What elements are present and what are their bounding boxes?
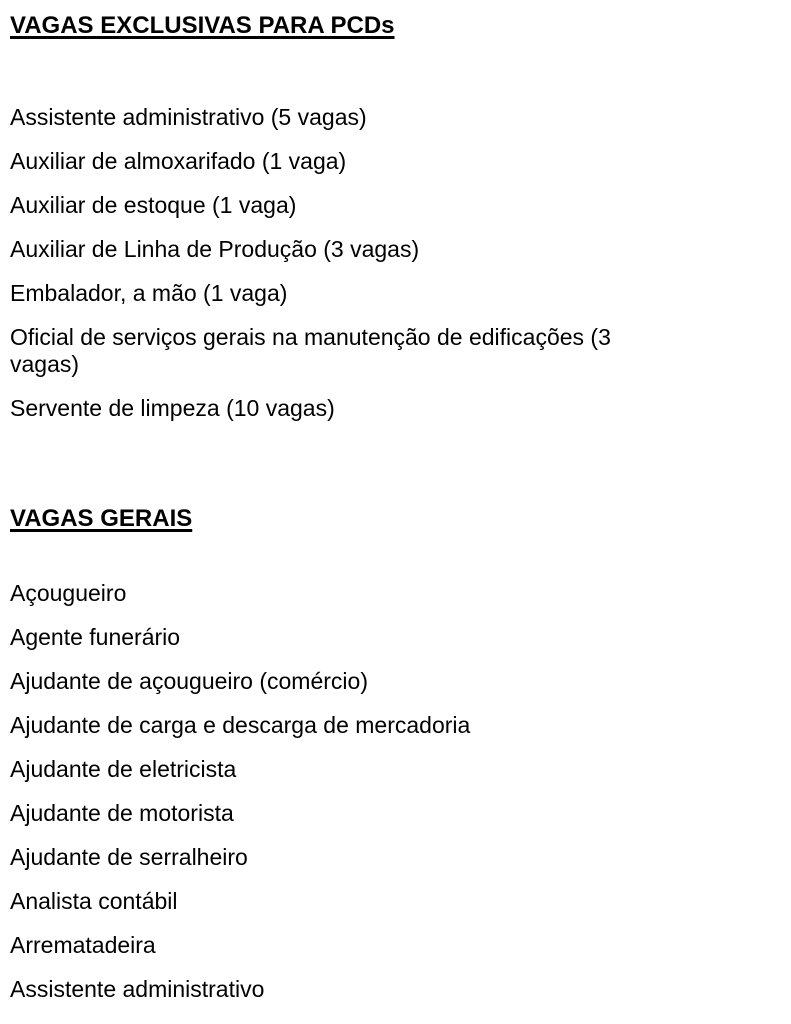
job-item: Ajudante de açougueiro (comércio) [10,668,368,694]
job-item: Assistente administrativo (5 vagas) [10,104,367,130]
job-item: Arrematadeira [10,932,156,958]
vacancy-document [10,12,761,1003]
job-item: Auxiliar de Linha de Produção (3 vagas) [10,236,420,262]
job-item: Auxiliar de estoque (1 vaga) [10,192,297,218]
job-item: Agente funerário [10,624,181,650]
job-item: Analista contábil [10,888,178,914]
job-item: Açougueiro [10,580,127,606]
job-item: Auxiliar de almoxarifado (1 vaga) [10,148,347,174]
job-item: Assistente administrativo [10,976,265,1002]
job-item: Oficial de serviços gerais na manutenção de edificações (3 vagas) [10,324,611,377]
job-item: Servente de limpeza (10 vagas) [10,395,335,421]
job-item: Ajudante de carga e descarga de mercadoria [10,712,471,738]
job-item: Embalador, a mão (1 vaga) [10,280,288,306]
section-general-vacancies [10,505,761,1003]
section-heading-pcd: VAGAS EXCLUSIVAS PARA PCDs [10,12,395,39]
job-item: Ajudante de serralheiro [10,844,248,870]
job-item: Ajudante de motorista [10,800,234,826]
section-heading-gerais: VAGAS GERAIS [10,505,193,532]
section-pcd-vacancies [10,12,761,422]
job-item: Ajudante de eletricista [10,756,237,782]
